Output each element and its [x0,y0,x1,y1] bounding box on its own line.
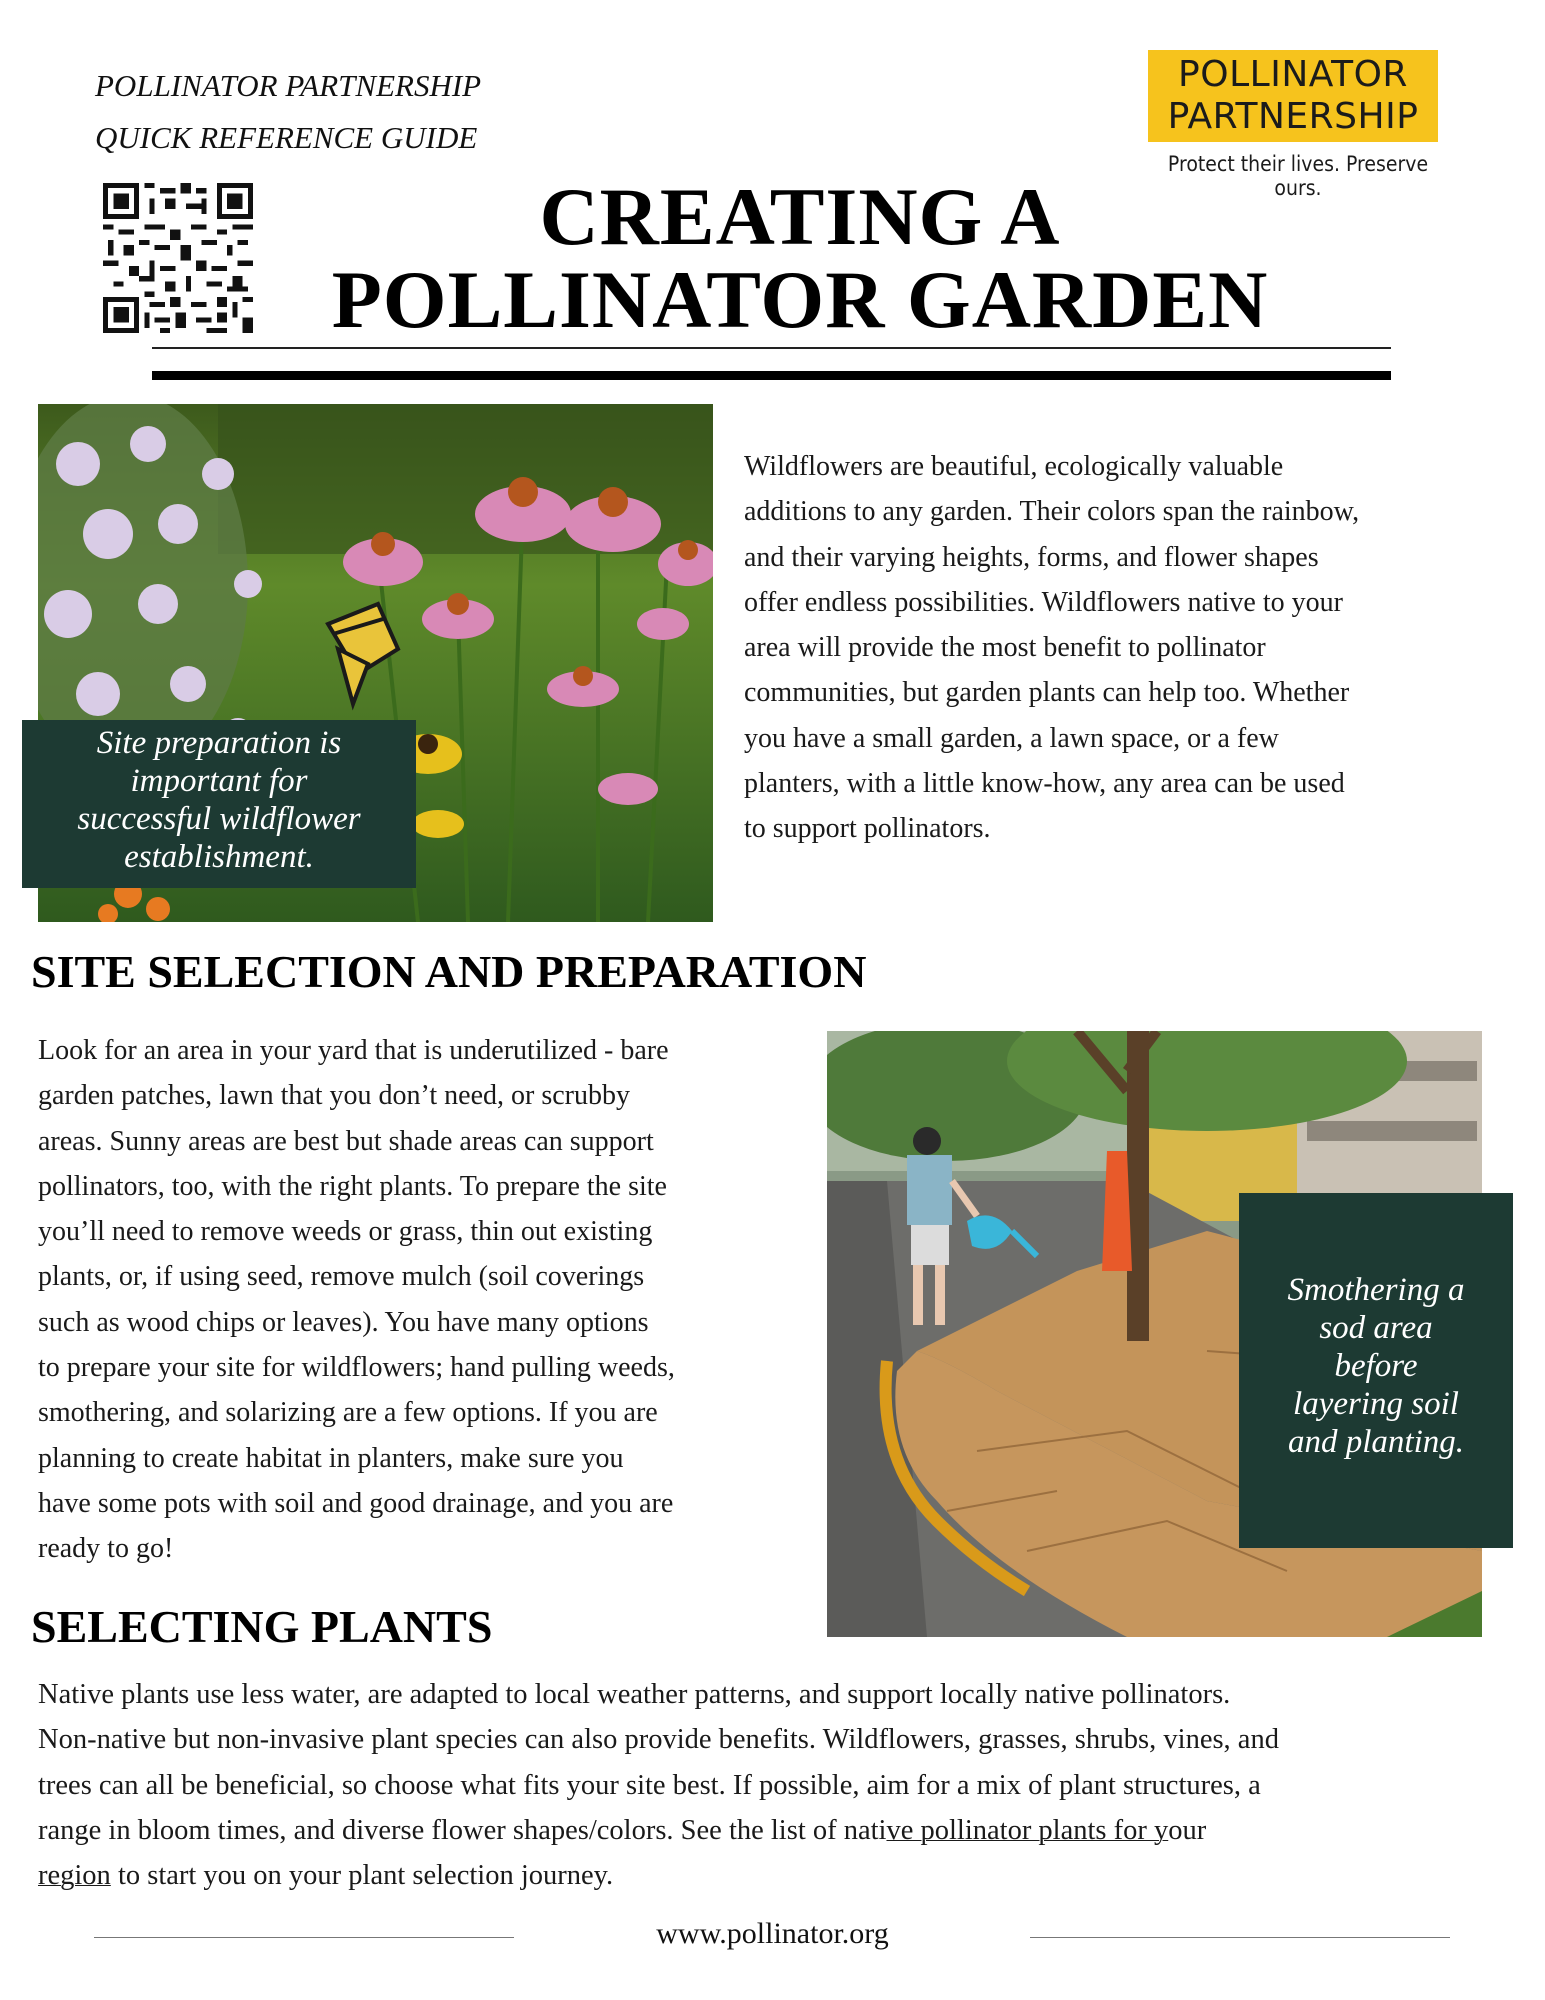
plants-line [38,1808,1508,1853]
selecting-plants-heading: SELECTING PLANTS [31,1601,493,1652]
photo2-caption-line5: and planting. [1287,1424,1464,1460]
page-title-line2: POLLINATOR GARDEN [331,254,1269,345]
logo-line2: PARTNERSHIP [1167,96,1419,137]
guide-type-label: QUICK REFERENCE GUIDE [95,120,478,155]
intro-line: to support pollinators. [744,813,991,845]
selecting-plants-paragraph [38,1672,1508,1898]
intro-line: and their varying heights, forms, and flower shapes [744,541,1319,573]
plants-line5-text: to start you on your plant selection journey. [110,1860,614,1892]
site-line: to prepare your site for wildflowers; hand pulling weeds, [38,1352,675,1384]
pollinator-partnership-logo[interactable] [1148,50,1438,142]
site-line: have some pots with soil and good drainage, and you are [38,1487,674,1519]
intro-line: communities, but garden plants can help too. Whether [744,677,1350,709]
plants-line: trees can all be beneficial, so choose what fits your site best. If possible, aim for a mix of plant structures, a [38,1769,1261,1801]
plants-line: Native plants use less water, are adapted to local weather patterns, and support locally native pollinators. [38,1679,1231,1710]
intro-line: offer endless possibilities. Wildflowers native to your [744,586,1343,618]
photo1-caption-line1: Site preparation is [96,725,342,761]
logo-line1: POLLINATOR [1178,54,1408,95]
plants-line [38,1853,1508,1898]
site-line: ready to go! [38,1533,174,1565]
plants-line4-text-end: our [1168,1814,1207,1846]
intro-line: you have a small garden, a lawn space, or a few [744,722,1279,754]
photo2-caption-line3: before [1334,1348,1418,1384]
site-line: plants, or, if using seed, remove mulch (soil coverings [38,1261,645,1293]
site-line: you’ll need to remove weeds or grass, thin out existing [38,1216,653,1248]
site-line: pollinators, too, with the right plants. To prepare the site [38,1170,667,1202]
photo1-caption-line2: important for [130,763,308,799]
footer-divider-right [1030,1937,1450,1938]
plants-line: Non-native but non-invasive plant species can also provide benefits. Wildflowers, grasses, shrubs, vines, and [38,1724,1279,1756]
site-line: Look for an area in your yard that is underutilized - bare [38,1035,669,1066]
footer-website-link[interactable]: www.pollinator.org [656,1917,889,1950]
intro-line: Wildflowers are beautiful, ecologically valuable [744,451,1284,482]
guide-series-label: POLLINATOR PARTNERSHIP [95,68,482,103]
native-plants-link[interactable]: ve pollinator plants for y [886,1814,1169,1846]
region-link[interactable]: region [38,1860,111,1892]
intro-paragraph [744,444,1484,852]
site-line: planning to create habitat in planters, make sure you [38,1442,624,1474]
site-line: such as wood chips or leaves). You have many options [38,1306,649,1338]
intro-line: area will provide the most benefit to pollinator [744,632,1266,664]
title-divider-thick [152,371,1391,380]
intro-line: planters, with a little know-how, any area can be used [744,768,1345,800]
site-selection-paragraph [38,1028,808,1572]
photo2-caption-line1: Smothering a [1287,1272,1465,1308]
page-title-line1: CREATING A [539,171,1061,262]
site-line: garden patches, lawn that you don’t need, or scrubby [38,1080,630,1112]
photo1-caption-line3: successful wildflower [77,801,361,837]
site-line: smothering, and solarizing are a few options. If you are [38,1397,658,1429]
photo2-caption-line4: layering soil [1293,1386,1459,1422]
plants-line4-text: range in bloom times, and diverse flower shapes/colors. See the list of nati [38,1814,887,1846]
photo2-caption-line2: sod area [1319,1310,1433,1346]
logo-tagline: Protect their lives. Preserve ours. [1167,152,1429,200]
site-selection-heading: SITE SELECTION AND PREPARATION [31,946,867,997]
intro-line: additions to any garden. Their colors span the rainbow, [744,496,1360,528]
photo1-caption [22,720,416,888]
title-divider-thin [152,347,1391,349]
site-line: areas. Sunny areas are best but shade areas can support [38,1125,654,1157]
photo2-caption [1239,1193,1513,1548]
footer-divider-left [94,1937,514,1938]
photo1-caption-line4: establishment. [124,839,314,875]
